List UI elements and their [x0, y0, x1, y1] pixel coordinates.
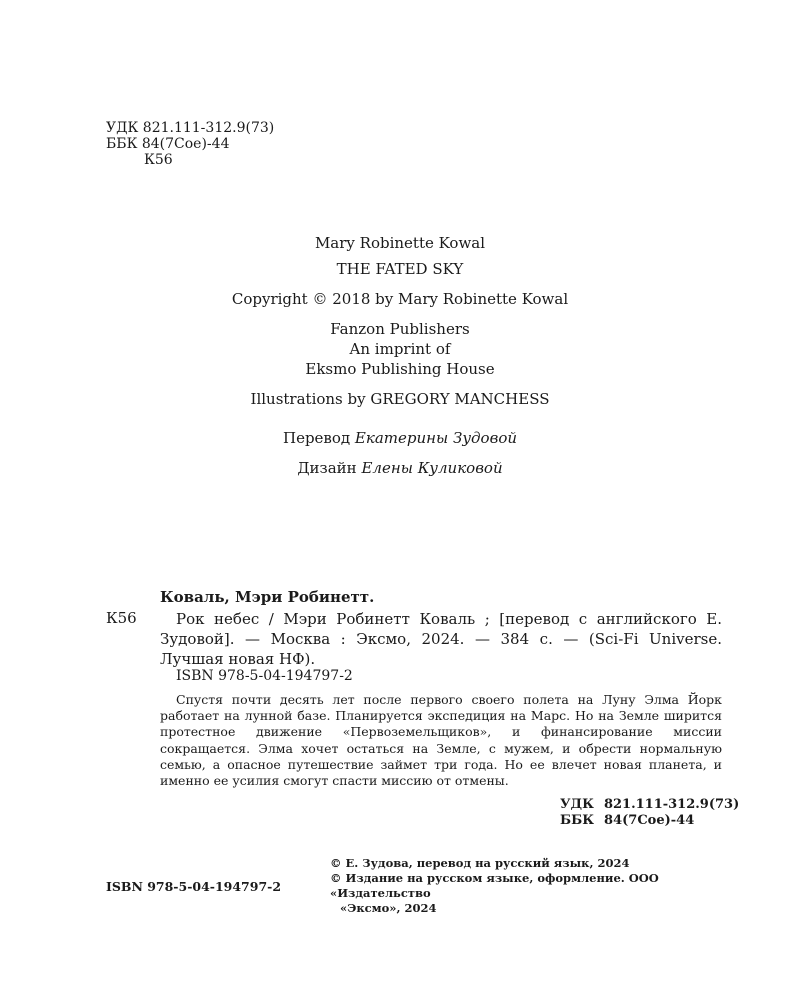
- card-udk: УДК 821.111-312.9(73): [560, 797, 740, 812]
- copyright-translation: © Е. Зудова, перевод на русский язык, 2024: [330, 856, 630, 870]
- publisher-line-2: An imprint of: [349, 340, 451, 358]
- card-bbk: ББК 84(7Сое)-44: [560, 813, 695, 828]
- card-isbn: ISBN 978-5-04-194797-2: [176, 668, 353, 684]
- copyright-block: [330, 856, 730, 916]
- card-author-heading: Коваль, Мэри Робинетт.: [160, 588, 375, 606]
- author-mark: К56: [144, 152, 173, 168]
- card-annotation: Спустя почти десять лет после первого своего полета на Луну Элма Йорк работает на лунной базе. Планируется экспедиция на Марс. Но на Земле ширится протестное движение «Первоземельщиков», и финансирование миссии сокращается. Элма хочет остаться на Земле, с мужем, и обрести нормальную семью, а опасное путешествие займет три года. Но ее влечет новая планета, и именно ее усилия смогут спасти миссию от отмены.: [160, 692, 722, 789]
- designer-name: Елены Куликовой: [361, 459, 503, 477]
- translation-label: Перевод: [282, 429, 351, 447]
- translation-credit: [0, 428, 800, 448]
- illustrations-credit: Illustrations by GREGORY MANCHESS: [250, 390, 550, 408]
- publisher-line-3: Eksmo Publishing House: [305, 360, 495, 378]
- original-title: THE FATED SKY: [336, 260, 464, 278]
- udk-code: УДК 821.111-312.9(73): [106, 120, 275, 136]
- copyright-edition-line-1: © Издание на русском языке, оформление. ООО «Издательство: [330, 871, 659, 900]
- card-classification: [560, 797, 739, 829]
- copyright-edition-line-2: «Эксмо», 2024: [340, 901, 437, 915]
- publisher-line-1: Fanzon Publishers: [330, 320, 470, 338]
- footer-isbn: ISBN 978-5-04-194797-2: [106, 879, 282, 894]
- design-credit: [0, 458, 800, 478]
- original-copyright: Copyright © 2018 by Mary Robinette Kowal: [231, 290, 569, 308]
- design-label: Дизайн: [297, 459, 357, 477]
- classification-top: [106, 120, 274, 168]
- translator-name: Екатерины Зудовой: [354, 429, 518, 447]
- original-author: Mary Robinette Kowal: [314, 234, 486, 252]
- card-author-mark: К56: [106, 609, 137, 627]
- card-description: Рок небес / Мэри Робинетт Коваль ; [перевод с английского Е. Зудовой]. — Москва : Эксмо, 2024. — 384 с. — (Sci-Fi Universe. Лучшая новая НФ).: [160, 610, 722, 668]
- bbk-code: ББК 84(7Сое)-44: [106, 136, 230, 152]
